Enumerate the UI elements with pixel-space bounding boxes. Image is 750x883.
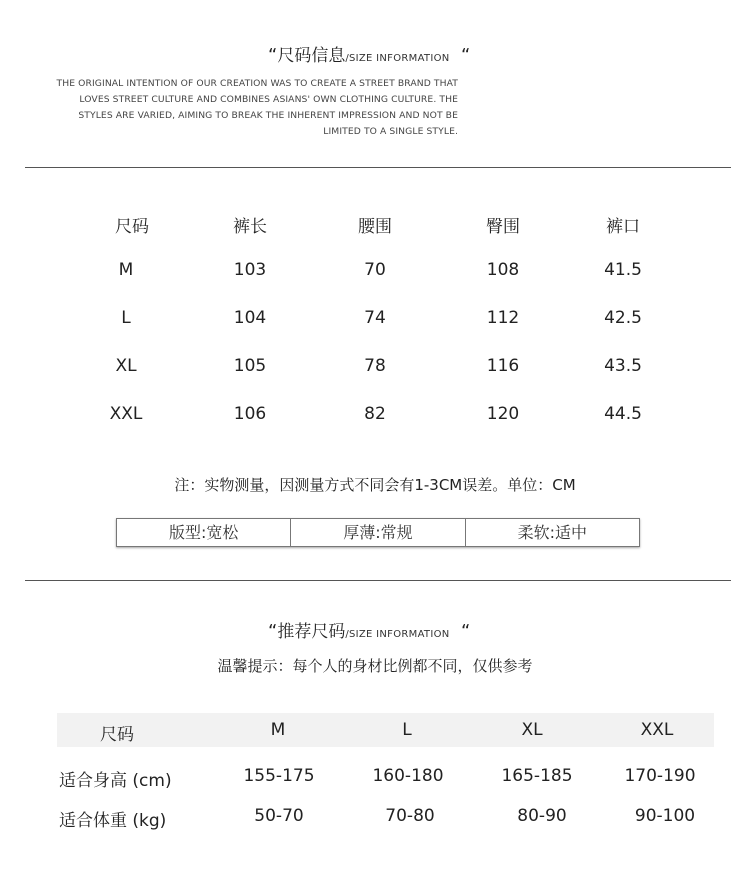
recommend-heading xyxy=(268,617,470,642)
table-header-cell: 裤口 xyxy=(606,217,640,237)
recommend-row-label: 适合身高 (cm) xyxy=(59,771,172,791)
heading-subtitle: /SIZE INFORMATION xyxy=(345,53,450,64)
recommend-header-cell: XL xyxy=(521,720,543,740)
recommend-cell: 155-175 xyxy=(243,766,315,786)
recommend-cell: 50-70 xyxy=(254,806,304,826)
table-cell: 120 xyxy=(486,404,520,424)
fit-attribute-softness: 柔软:适中 xyxy=(517,523,588,542)
fit-attribute-fit: 版型:宽松 xyxy=(117,519,291,546)
heading-quote-open: “ xyxy=(268,45,278,66)
divider xyxy=(25,167,731,168)
table-cell: 106 xyxy=(233,404,267,424)
size-info-heading xyxy=(268,41,470,66)
table-cell: 82 xyxy=(364,404,386,424)
intro-line: THE ORIGINAL INTENTION OF OUR CREATION WAS TO CREATE A STREET BRAND THAT xyxy=(56,78,458,89)
recommend-cell: 165-185 xyxy=(501,766,573,786)
table-cell: 116 xyxy=(486,356,520,376)
intro-line: LOVES STREET CULTURE AND COMBINES ASIANS' OWN CLOTHING CULTURE. THE xyxy=(79,94,458,105)
fit-attributes-box xyxy=(116,518,640,547)
recommend-cell: 90-100 xyxy=(634,806,696,826)
recommend-header-cell: L xyxy=(402,720,412,740)
table-cell: XL xyxy=(115,356,137,376)
heading-title: 尺码信息 xyxy=(277,46,346,66)
table-cell: 41.5 xyxy=(604,260,642,280)
table-header-cell: 裤长 xyxy=(233,217,267,237)
table-header-cell: 臀围 xyxy=(486,217,520,237)
table-cell: 70 xyxy=(364,260,386,280)
recommend-header-cell: XXL xyxy=(640,720,674,740)
intro-paragraph xyxy=(18,76,458,140)
recommend-cell: 170-190 xyxy=(624,766,696,786)
recommend-header-cell: 尺码 xyxy=(100,725,134,745)
table-cell: 103 xyxy=(233,260,267,280)
table-cell: 105 xyxy=(233,356,267,376)
heading-quote-close: “ xyxy=(460,45,471,66)
measurement-note: 注：实物测量，因测量方式不同会有1-3CM误差。单位：CM xyxy=(174,476,576,494)
table-cell: 104 xyxy=(233,308,267,328)
table-header-cell: 腰围 xyxy=(358,217,392,237)
recommend-header-cell: M xyxy=(270,720,286,740)
table-cell: 78 xyxy=(364,356,386,376)
table-cell: 108 xyxy=(486,260,520,280)
fit-attribute-thickness: 厚薄:常规 xyxy=(291,519,465,546)
divider xyxy=(25,580,731,581)
table-cell: 44.5 xyxy=(604,404,642,424)
heading-quote-close: “ xyxy=(460,621,471,642)
recommend-cell: 80-90 xyxy=(517,806,567,826)
recommend-row-label: 适合体重 (kg) xyxy=(59,811,167,831)
recommend-cell: 160-180 xyxy=(372,766,444,786)
intro-line: STYLES ARE VARIED, AIMING TO BREAK THE INHERENT IMPRESSION AND NOT BE xyxy=(78,110,458,121)
heading-subtitle: /SIZE INFORMATION xyxy=(345,629,450,640)
table-cell: 42.5 xyxy=(604,308,642,328)
intro-line: LIMITED TO A SINGLE STYLE. xyxy=(323,126,458,137)
table-cell: XXL xyxy=(109,404,143,424)
table-cell: 43.5 xyxy=(604,356,642,376)
recommend-tip: 温馨提示：每个人的身材比例都不同，仅供参考 xyxy=(217,657,533,675)
heading-title: 推荐尺码 xyxy=(277,622,346,642)
table-cell: L xyxy=(121,308,131,328)
table-cell: M xyxy=(118,260,134,280)
heading-quote-open: “ xyxy=(268,621,278,642)
table-header-cell: 尺码 xyxy=(115,217,149,237)
recommend-cell: 70-80 xyxy=(385,806,435,826)
table-cell: 112 xyxy=(486,308,520,328)
table-cell: 74 xyxy=(364,308,386,328)
